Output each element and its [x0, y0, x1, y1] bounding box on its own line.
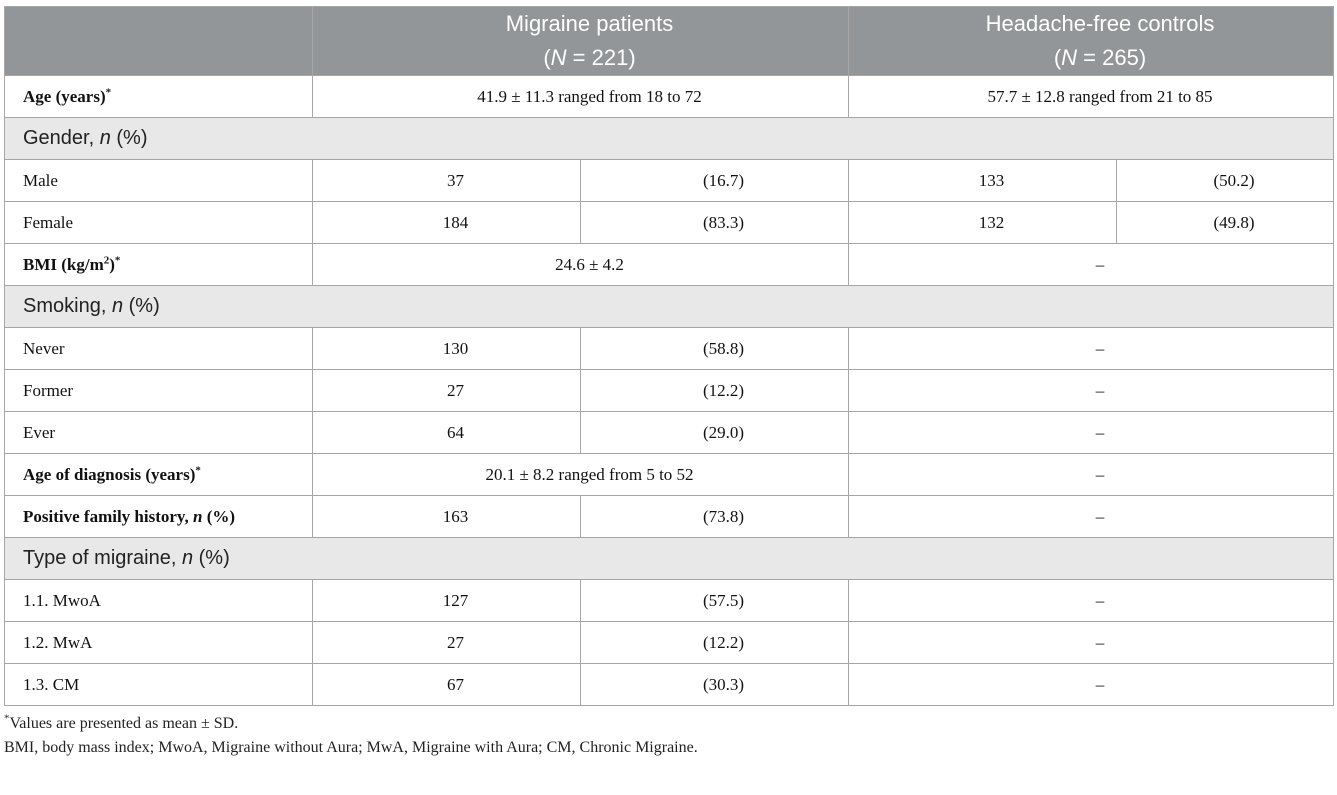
table-row-former [5, 370, 1334, 412]
cell-controls: – [849, 370, 1334, 412]
cell-migraine-pct: (73.8) [581, 496, 849, 538]
section-label: Type of migraine, n (%) [5, 538, 1334, 580]
row-label: Positive family history, n (%) [5, 496, 313, 538]
row-label: 1.1. MwoA [5, 580, 313, 622]
table-row-cm [5, 664, 1334, 706]
cell-migraine-pct: (29.0) [581, 412, 849, 454]
cell-controls-pct: (50.2) [1117, 160, 1334, 202]
cell-migraine-n: 127 [313, 580, 581, 622]
footnote-values: *Values are presented as mean ± SD. [4, 712, 239, 732]
section-label: Smoking, n (%) [5, 286, 1334, 328]
cell-migraine-n: 184 [313, 202, 581, 244]
table-row-mwoa [5, 580, 1334, 622]
cell-migraine-n: 37 [313, 160, 581, 202]
cell-controls-pct: (49.8) [1117, 202, 1334, 244]
row-label: Age (years)* [5, 76, 313, 118]
row-label: Ever [5, 412, 313, 454]
table-row-female [5, 202, 1334, 244]
table-row-age-of-diagnosis [5, 454, 1334, 496]
header-blank [5, 7, 313, 76]
cell-migraine-pct: (58.8) [581, 328, 849, 370]
cell-controls: – [849, 244, 1334, 286]
cell-controls-n: 132 [849, 202, 1117, 244]
cell-migraine-n: 67 [313, 664, 581, 706]
cell-migraine-pct: (83.3) [581, 202, 849, 244]
section-row-type-of-migraine [5, 538, 1334, 580]
row-label: Never [5, 328, 313, 370]
cell-migraine-pct: (57.5) [581, 580, 849, 622]
cell-migraine-n: 64 [313, 412, 581, 454]
table-footnotes [4, 712, 1333, 760]
cell-migraine-pct: (12.2) [581, 622, 849, 664]
header-headache-free-controls: Headache-free controls (N = 265) [849, 7, 1334, 76]
cell-controls: – [849, 454, 1334, 496]
section-row-smoking [5, 286, 1334, 328]
footnote-abbreviations: BMI, body mass index; MwoA, Migraine without Aura; MwA, Migraine with Aura; CM, Chronic Migraine. [4, 739, 698, 756]
table-row-male [5, 160, 1334, 202]
cell-migraine: 20.1 ± 8.2 ranged from 5 to 52 [313, 454, 849, 496]
cell-migraine-n: 27 [313, 622, 581, 664]
row-label: Male [5, 160, 313, 202]
section-row-gender [5, 118, 1334, 160]
cell-migraine-pct: (12.2) [581, 370, 849, 412]
cell-controls-n: 133 [849, 160, 1117, 202]
cell-migraine: 24.6 ± 4.2 [313, 244, 849, 286]
row-label: 1.3. CM [5, 664, 313, 706]
table-row-never [5, 328, 1334, 370]
table-row-bmi [5, 244, 1334, 286]
row-label: 1.2. MwA [5, 622, 313, 664]
row-label: Former [5, 370, 313, 412]
section-label: Gender, n (%) [5, 118, 1334, 160]
table-container [4, 6, 1333, 760]
cell-migraine-n: 27 [313, 370, 581, 412]
demographics-table [4, 6, 1334, 706]
cell-controls: – [849, 328, 1334, 370]
cell-migraine-n: 130 [313, 328, 581, 370]
table-row-family-history [5, 496, 1334, 538]
table-row-mwa [5, 622, 1334, 664]
row-label: Age of diagnosis (years)* [5, 454, 313, 496]
row-label: BMI $(kg/m^2)^*$ [5, 244, 313, 286]
cell-controls: – [849, 622, 1334, 664]
cell-controls: – [849, 412, 1334, 454]
cell-controls: – [849, 664, 1334, 706]
cell-migraine-pct: (30.3) [581, 664, 849, 706]
header-migraine-patients: Migraine patients (N = 221) [313, 7, 849, 76]
cell-migraine-pct: (16.7) [581, 160, 849, 202]
cell-controls: – [849, 496, 1334, 538]
table-row-ever [5, 412, 1334, 454]
cell-controls: 57.7 ± 12.8 ranged from 21 to 85 [849, 76, 1334, 118]
table-row-age [5, 76, 1334, 118]
table-header-row [5, 7, 1334, 76]
cell-migraine-n: 163 [313, 496, 581, 538]
cell-migraine: 41.9 ± 11.3 ranged from 18 to 72 [313, 76, 849, 118]
row-label: Female [5, 202, 313, 244]
cell-controls: – [849, 580, 1334, 622]
